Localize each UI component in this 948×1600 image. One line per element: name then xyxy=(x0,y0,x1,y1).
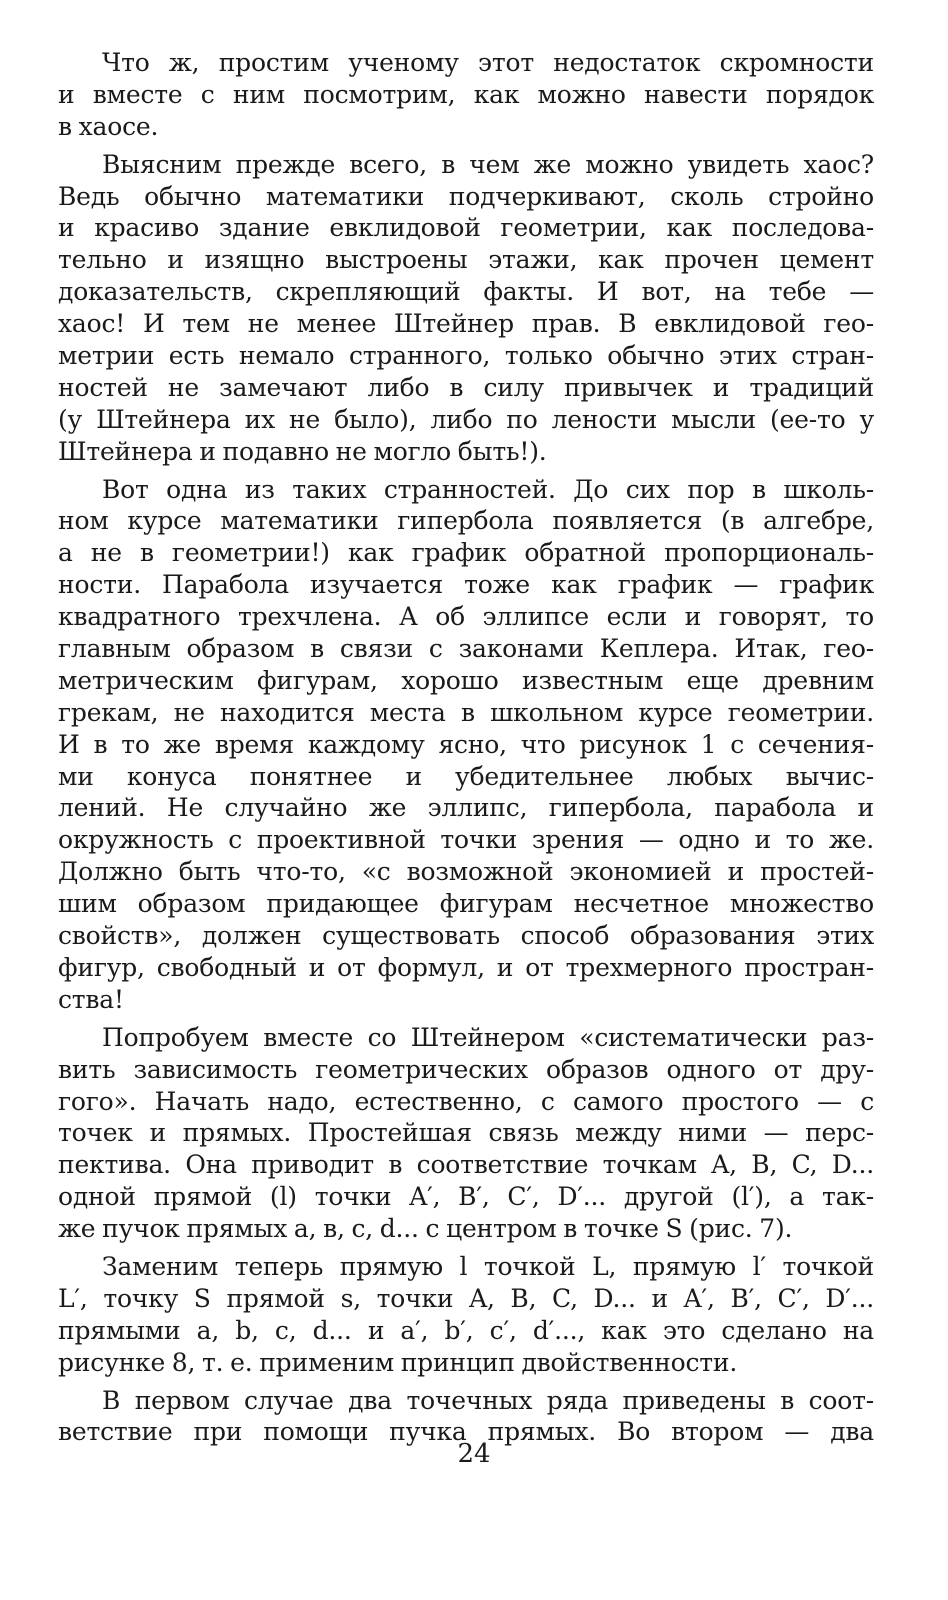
text-line: ми конуса понятнее и убедительнее любых вычис- xyxy=(58,761,874,791)
text-line: ветствие при помощи пучка прямых. Во втором — два xyxy=(58,1417,874,1447)
text-line: и красиво здание евклидовой геометрии, как последова- xyxy=(58,213,874,243)
text-line: а не в геометрии!) как график обратной пропорциональ- xyxy=(58,538,874,568)
text-line: вить зависимость геометрических образов одного от дру- xyxy=(58,1054,874,1084)
text-line: Вот одна из таких странностей. До сих пор в школь- xyxy=(102,474,874,504)
text-line: рисунке 8, т. е. применим принцип двойственности. xyxy=(58,1347,738,1377)
text-line: Должно быть что-то, «с возможной экономией и простей- xyxy=(58,857,874,887)
text-line: (у Штейнера их не было), либо по лености мысли (ее-то у xyxy=(58,404,874,434)
text-line: фигур, свободный и от формул, и от трехмерного простран- xyxy=(58,952,874,982)
text-line: прямыми a, b, c, d... и a′, b′, c′, d′..., как это сделано на xyxy=(58,1315,874,1345)
text-line: хаос! И тем не менее Штейнер прав. В евклидовой гео- xyxy=(58,309,874,339)
text-line: доказательств, скрепляющий факты. И вот, на тебе — xyxy=(58,277,874,307)
text-line: L′, точку S прямой s, точки A, B, C, D... и A′, B′, C′, D′... xyxy=(58,1283,874,1313)
text-line: ности. Парабола изучается тоже как график — график xyxy=(58,570,874,600)
text-line: метрии есть немало странного, только обычно этих стран- xyxy=(58,341,874,371)
text-line: ства! xyxy=(58,984,124,1014)
text-line: одной прямой (l) точки A′, B′, C′, D′... другой (l′), а так- xyxy=(58,1182,874,1212)
text-line: в хаосе. xyxy=(58,111,159,141)
text-line: пектива. Она приводит в соответствие точкам A, B, C, D... xyxy=(58,1150,874,1180)
text-line: шим образом придающее фигурам несчетное множество xyxy=(58,889,874,919)
paragraph xyxy=(58,149,874,468)
paragraph xyxy=(58,474,874,1016)
text-line: окружность с проективной точки зрения — одно и то же. xyxy=(58,825,874,855)
text-line: ном курсе математики гипербола появляется (в алгебре, xyxy=(58,506,874,536)
text-line: ностей не замечают либо в силу привычек и традиций xyxy=(58,372,874,402)
text-line: Выясним прежде всего, в чем же можно увидеть хаос? xyxy=(102,149,874,179)
text-line: тельно и изящно выстроены этажи, как прочен цемент xyxy=(58,245,874,275)
text-line: И в то же время каждому ясно, что рисунок 1 с сечения- xyxy=(58,729,874,759)
text-line: свойств», должен существовать способ образования этих xyxy=(58,921,874,951)
text-line: Штейнера и подавно не могло быть!). xyxy=(58,436,547,466)
text-line: грекам, не находится места в школьном курсе геометрии. xyxy=(58,697,874,727)
text-line: Ведь обычно математики подчеркивают, сколь стройно xyxy=(58,181,874,211)
paragraph xyxy=(58,47,874,143)
text-line: гого». Начать надо, естественно, с самого простого — с xyxy=(58,1086,874,1116)
text-line: Что ж, простим ученому этот недостаток скромности xyxy=(102,48,874,77)
page-number: 24 xyxy=(457,1439,491,1469)
text-line: квадратного трехчлена. А об эллипсе если и говорят, то xyxy=(58,602,874,632)
text-line: главным образом в связи с законами Кеплера. Итак, гео- xyxy=(58,634,874,664)
text-line: же пучок прямых a, в, c, d... с центром в точке S (рис. 7). xyxy=(58,1214,793,1244)
text-line: Заменим теперь прямую l точкой L, прямую l′ точкой xyxy=(102,1251,874,1281)
paragraph xyxy=(58,1022,874,1245)
text-line: Попробуем вместе со Штейнером «систематически раз- xyxy=(102,1022,874,1052)
text-line: метрическим фигурам, хорошо известным еще древним xyxy=(58,665,874,695)
body-text xyxy=(58,47,874,1454)
paragraph xyxy=(58,1251,874,1379)
text-line: точек и прямых. Простейшая связь между ними — перс- xyxy=(58,1118,874,1148)
text-line: лений. Не случайно же эллипс, гипербола, парабола и xyxy=(58,793,874,823)
text-line: В первом случае два точечных ряда приведены в соот- xyxy=(102,1385,874,1415)
text-line: и вместе с ним посмотрим, как можно навести порядок xyxy=(58,79,874,109)
